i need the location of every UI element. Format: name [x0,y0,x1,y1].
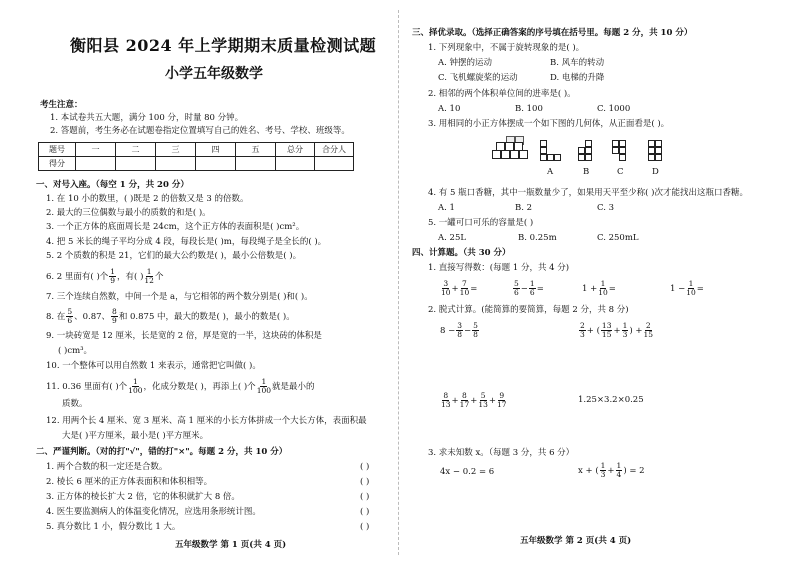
numerator: 1 [688,279,694,288]
q1-11-text-b: ，化成分数是( )，再添上( )个 [143,382,256,392]
score-cell[interactable] [315,157,354,171]
expr-4: 1.25×3.2×0.25 [578,395,644,405]
q1-12: 12. 用两个长 4 厘米、宽 3 厘米、高 1 厘米的小长方体拼成一个大长方体，表面积最 [46,416,367,426]
numerator: 1 [600,279,606,288]
q1-8-text-b: 、0.87、 [74,312,111,322]
denominator: 17 [459,400,470,409]
score-cell[interactable] [116,157,156,171]
numerator: 1 [616,461,622,470]
score-header: 二 [116,143,156,157]
fraction [644,322,654,339]
denominator: 13 [478,400,488,409]
q3-4-option-b: B. 2 [515,203,533,213]
expr-3 [440,392,508,409]
denominator: 8 [457,330,463,339]
option-b-shape[interactable] [578,140,600,164]
operator: − [464,326,472,336]
exam-subtitle: 小学五年级数学 [165,66,263,82]
numerator: 5 [514,279,519,288]
q3-1-option-b: B. 风车的转动 [550,58,605,68]
denominator: 100 [256,386,272,395]
notice-1: 1. 本试卷共五大题，满分 100 分，时量 80 分钟。 [50,113,244,123]
score-cell[interactable] [236,157,276,171]
section-3-heading: 三、择优录取。（选择正确答案的序号填在括号里。每题 2 分，共 10 分） [412,28,693,38]
numerator: 7 [462,279,467,288]
option-a-label: A [547,167,554,177]
fraction [456,322,463,339]
q3-1: 1. 下列现象中，不属于旋转现象的是( )。 [428,43,585,53]
denominator: 12 [144,276,154,285]
q1-9-cont: ( )cm³。 [58,346,93,356]
denominator: 9 [112,316,117,325]
numerator: 1 [600,461,606,470]
fraction [109,268,116,285]
answer-paren[interactable]: ( ) [360,462,370,472]
option-d-shape[interactable] [648,140,664,164]
score-header: 题号 [39,143,76,157]
fraction [111,308,118,325]
numerator: 5 [67,307,73,316]
answer-paren[interactable]: ( ) [360,522,370,532]
numerator: 1 [529,279,535,288]
score-header: 四 [196,143,236,157]
q1-12-cont: 大是( )平方厘米，最小是( )平方厘米。 [62,431,209,441]
score-table [38,142,354,171]
equals: = [536,284,544,294]
q3-5-option-a: A. 25L [438,233,467,243]
operator: + [607,466,615,476]
fraction [257,378,271,395]
score-cell[interactable] [76,157,116,171]
fraction [66,308,73,325]
option-c-shape[interactable] [612,140,634,164]
score-cell[interactable] [276,157,315,171]
notice-heading: 考生注意： [40,100,83,110]
q1-11-text-c: 就是最小的 [272,382,315,392]
numerator: 13 [601,321,612,330]
option-b-label: B [583,167,590,177]
q1-8-text-c: 和 0.875 中，最大的数是( )，最小的数是( )。 [118,312,295,322]
equation-1: 4x − 0.2 = 6 [440,467,495,477]
q3-1-option-c: C. 飞机螺旋桨的运动 [438,73,518,83]
score-cell[interactable] [196,157,236,171]
q1-8 [46,308,295,325]
denominator: 4 [616,470,622,479]
option-d-label: D [652,167,659,177]
operand: ) = 2 [623,466,645,476]
section-1-heading: 一、对号入座。（每空 1 分，共 20 分） [36,180,189,190]
fraction [513,280,520,297]
operand: x + ( [578,466,599,476]
equals: = [696,284,704,294]
operand: 1 + [582,284,598,294]
denominator: 6 [529,288,535,297]
denominator: 10 [686,288,696,297]
q1-5: 5. 2 个质数的积是 21，它们的最大公约数是( )，最小公倍数是( )。 [46,251,302,261]
equals: = [470,284,478,294]
q3-5-option-b: B. 0.25m [518,233,557,243]
numerator: 2 [580,321,585,330]
numerator: 1 [622,321,628,330]
operator: + ( [586,326,600,336]
q1-11-cont: 质数。 [62,399,88,409]
q3-4-option-a: A. 1 [438,203,455,213]
q1-9: 9. 一块砖宽是 12 厘米，长是宽的 2 倍，厚是宽的一半，这块砖的体积是 [46,331,322,341]
page-divider [398,10,399,555]
numerator: 8 [443,391,449,400]
answer-paren[interactable]: ( ) [360,507,370,517]
fraction [497,392,507,409]
score-header: 合分人 [315,143,354,157]
equation-2 [578,462,645,479]
fraction [622,322,629,339]
fraction [529,280,536,297]
q3-4: 4. 有 5 瓶口香糖，其中一瓶数量少了，如果用天平至少称( )次才能找出这瓶口香糖。 [428,188,748,198]
score-header: 一 [76,143,116,157]
fraction [579,322,586,339]
q1-6-text-c: 个 [154,272,164,282]
q1-2: 2. 最大的三位偶数与最小的质数的和是( )。 [46,208,211,218]
q4-1: 1. 直接写得数：(每题 1 分，共 4 分) [428,263,570,273]
numerator: 2 [645,321,651,330]
operator: + [488,396,497,406]
score-cell[interactable] [156,157,196,171]
fraction [128,378,142,395]
denominator: 15 [601,330,612,339]
operator: + [613,326,621,336]
q3-2-option-a: A. 10 [438,104,461,114]
fraction [601,322,613,339]
denominator: 10 [441,288,451,297]
calc-2 [512,280,544,297]
exam-title: 衡阳县 2024 年上学期期末质量检测试题 [70,36,377,55]
q2-5: 5. 真分数比 1 小，假分数比 1 大。 [46,522,181,532]
denominator: 3 [622,330,628,339]
numerator: 3 [457,321,463,330]
q1-8-text-a: 8. 在 [46,312,66,322]
q1-7: 7. 三个连续自然数，中间一个是 a，与它相邻的两个数分别是( )和( )。 [46,292,313,302]
q4-2: 2. 脱式计算。(能简算的要简算，每题 2 分，共 8 分) [428,305,629,315]
denominator: 6 [514,288,519,297]
denominator: 100 [128,386,143,395]
score-header: 五 [236,143,276,157]
numerator: 1 [132,377,138,386]
q2-1: 1. 两个合数的积一定还是合数。 [46,462,168,472]
fraction [478,392,488,409]
numerator: 1 [110,267,116,276]
numerator: 5 [473,321,478,330]
fraction [616,462,623,479]
operand: 8 − [440,326,456,336]
operator: − [520,284,528,294]
denominator: 10 [459,288,470,297]
answer-paren[interactable]: ( ) [360,492,370,502]
operator: + [451,284,459,294]
calc-3 [582,280,616,297]
fraction [441,280,451,297]
q1-11-text-a: 11. 0.36 里面有( )个 [46,382,128,392]
fraction [460,392,470,409]
q1-6-text-a: 6. 2 里面有( )个 [46,272,109,282]
numerator: 9 [499,391,505,400]
q3-2-option-b: B. 100 [515,104,543,114]
q1-6-text-b: ，有( ) [117,272,144,282]
fraction [598,280,608,297]
numerator: 1 [261,377,267,386]
denominator: 17 [497,400,507,409]
operand: 1 − [670,284,686,294]
operator: + [451,396,459,406]
fraction [460,280,470,297]
q2-3: 3. 正方体的棱长扩大 2 倍，它的体积就扩大 8 倍。 [46,492,240,502]
numerator: 5 [480,391,486,400]
fraction [144,268,154,285]
q4-3: 3. 求未知数 x。（每题 3 分，共 6 分） [428,448,575,458]
fraction [600,462,607,479]
page-2-footer: 五年级数学 第 2 页(共 4 页) [520,536,632,546]
numerator: 1 [146,267,152,276]
q3-2: 2. 相邻的两个体积单位间的进率是( )。 [428,89,576,99]
cube-stack-figure [492,136,532,168]
fraction [686,280,696,297]
expr-2 [578,322,654,339]
score-header: 总分 [276,143,315,157]
denominator: 3 [600,470,606,479]
q1-10: 10. 一个整体可以用自然数 1 来表示，通常把它叫做( )。 [46,361,261,371]
expr-1 [440,322,480,339]
numerator: 3 [443,279,449,288]
numerator: 8 [462,391,467,400]
denominator: 6 [67,316,73,325]
denominator: 13 [441,400,451,409]
denominator: 10 [598,288,608,297]
denominator: 15 [643,330,654,339]
answer-paren[interactable]: ( ) [360,477,370,487]
score-header: 三 [156,143,196,157]
q3-5-option-c: C. 250mL [597,233,639,243]
q3-2-option-c: C. 1000 [597,104,631,114]
option-c-label: C [617,167,624,177]
equals: = [608,284,616,294]
operator: ) + [629,326,643,336]
q3-1-option-a: A. 钟摆的运动 [438,58,493,68]
page-1-footer: 五年级数学 第 1 页(共 4 页) [175,540,287,550]
q1-1: 1. 在 10 小的数里，( )既是 2 的倍数又是 3 的倍数。 [46,194,249,204]
q3-1-option-d: D. 电梯的升降 [550,73,605,83]
denominator: 9 [110,276,116,285]
q1-3: 3. 一个正方体的底面周长是 24cm，这个正方体的表面积是( )cm²。 [46,222,305,232]
calc-4 [670,280,704,297]
q1-4: 4. 把 5 米长的绳子平均分成 4 段，每段长是( )m，每段绳子是全长的( )。 [46,237,327,247]
denominator: 8 [473,330,478,339]
section-2-heading: 二、严谨判断。（对的打"√"，错的打"×"。每题 2 分，共 10 分） [36,447,288,457]
fraction [472,322,479,339]
q2-4: 4. 医生要监测病人的体温变化情况，应选用条形统计图。 [46,507,261,517]
q1-11 [46,378,315,395]
numerator: 8 [112,307,117,316]
q3-3: 3. 用相同的小正方体摆成一个如下图的几何体，从正面看是( )。 [428,119,670,129]
fraction [441,392,451,409]
score-row-label: 得分 [39,157,76,171]
q3-4-option-c: C. 3 [597,203,615,213]
denominator: 3 [580,330,585,339]
q3-5: 5. 一罐可口可乐的容量是( ) [428,218,534,228]
notice-2: 2. 答题前，考生务必在试题卷指定位置填写自己的姓名、考号、学校、班级等。 [50,126,350,136]
option-a-shape[interactable] [540,140,562,164]
q1-6 [46,268,163,285]
operator: + [470,396,478,406]
q2-2: 2. 棱长 6 厘米的正方体表面积和体积相等。 [46,477,213,487]
section-4-heading: 四、计算题。（共 30 分） [412,248,511,258]
calc-1 [440,280,477,297]
